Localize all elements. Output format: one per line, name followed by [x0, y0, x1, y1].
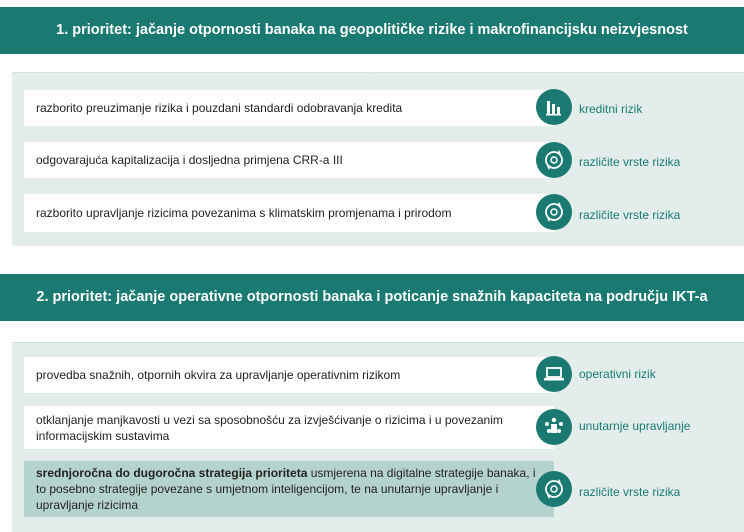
panel-1-notch: [357, 60, 383, 73]
category-label: unutarnje upravljanje: [579, 419, 691, 433]
priority-1-banner: [0, 7, 744, 54]
list-item: [24, 194, 554, 232]
category-label: kreditni rizik: [579, 102, 643, 116]
priority-2-title: 2. prioritet: jačanje operativne otpornosti banaka i poticanje snažnih kapaciteta na području IKT-a: [36, 289, 708, 305]
bar-chart-icon: [536, 89, 572, 125]
category-label: različite vrste rizika: [579, 155, 681, 169]
item-text: otklanjanje manjkavosti u vezi sa sposobnošću za izvješćivanje o rizicima i u povezanim informacijskim sustavima: [36, 412, 503, 443]
meeting-icon: [536, 409, 572, 445]
list-item: [24, 90, 554, 126]
cycle-icon: [536, 471, 572, 507]
cycle-icon: [536, 142, 572, 178]
priority-2-banner: [0, 274, 744, 321]
list-item: [24, 357, 554, 393]
item-text-bold: srednjoročna do dugoročna strategija prioriteta: [36, 466, 308, 480]
priority-1-title: 1. prioritet: jačanje otpornosti banaka na geopolitičke rizike i makrofinancijsku neizvjesnost: [56, 22, 688, 38]
category-label: različite vrste rizika: [579, 208, 681, 222]
list-item-highlighted: [24, 461, 554, 517]
item-text: razborito preuzimanje rizika i pouzdani standardi odobravanja kredita: [36, 101, 403, 115]
list-item: [24, 406, 554, 449]
item-text: razborito upravljanje rizicima povezanima s klimatskim promjenama i prirodom: [36, 206, 452, 220]
list-item: [24, 142, 554, 178]
item-text: provedba snažnih, otpornih okvira za upravljanje operativnim rizikom: [36, 368, 401, 382]
category-label: operativni rizik: [579, 367, 656, 381]
item-text: [36, 465, 542, 513]
item-text-rest: usmjerena na digitalne strategije banaka, i to posebno strategije povezane s umjetnom inteligencijom, te na unutarnje upravljanje i upravljanje rizicima: [36, 466, 536, 512]
cycle-icon: [536, 194, 572, 230]
laptop-icon: [536, 356, 572, 392]
panel-2-notch: [357, 328, 383, 341]
item-text: odgovarajuća kapitalizacija i dosljedna primjena CRR-a III: [36, 153, 343, 167]
category-label: različite vrste rizika: [579, 485, 681, 499]
